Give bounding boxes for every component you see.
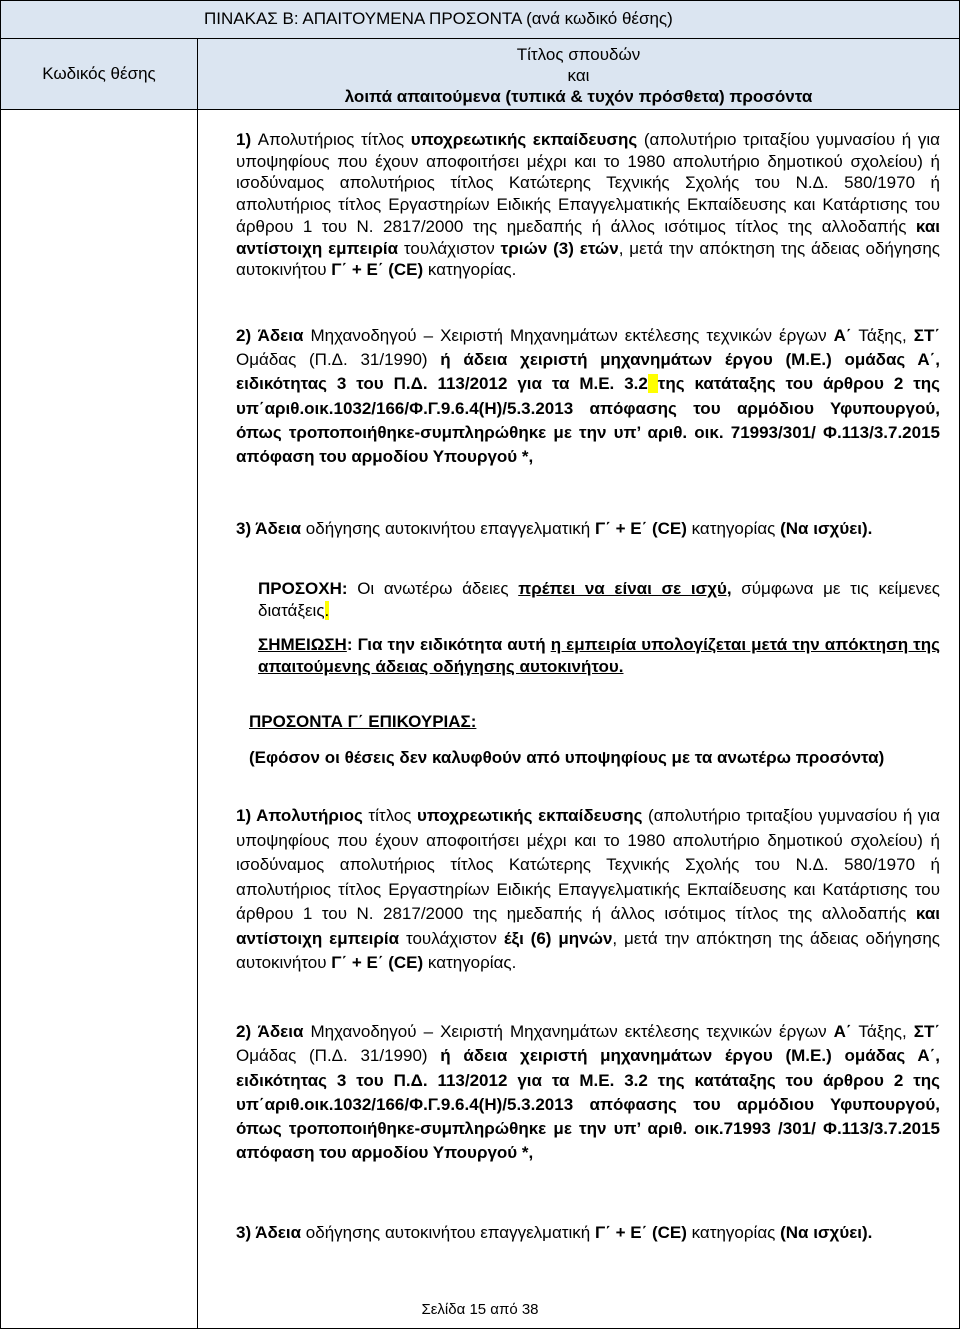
item-number: 2)	[236, 1022, 258, 1041]
attention-text: Οι ανωτέρω άδειες	[347, 579, 519, 598]
item-text-bold: Γ΄ + Ε΄ (CE)	[331, 953, 424, 972]
item-text-bold: (Να ισχύει).	[780, 1223, 873, 1242]
aux-item-3	[236, 1220, 940, 1245]
item-text: Απολυτήριος τίτλος	[257, 130, 411, 149]
item-text-bold: και αντίστοιχη εμπειρία	[236, 216, 940, 258]
item-text: τουλάχιστον	[399, 928, 504, 948]
item-text: τίτλος	[362, 806, 418, 825]
item-text-bold: ή άδεια χειριστή μηχανημάτων έργου (Μ.Ε.) ομάδας Α΄, ειδικότητας 3 του Π.Δ. 113/2012 για τα Μ.Ε. 3.2	[236, 350, 940, 394]
item-text: Ομάδας (Π.Δ. 31/1990)	[236, 1046, 441, 1066]
item-text: Τάξης,	[851, 1022, 914, 1041]
item-text-bold: της κατάταξης του άρθρου 2 της υπ΄αριθ.οικ.1032/166/Φ.Γ.9.6.4(Η)/5.3.2013 απόφασης του αρμόδιου Υφυπουργού, όπως τροποποιήθηκε-συμπληρώθηκε με την υπ’ αριθ. οικ. 71993/301/ Φ.113/3.7.2015 απόφαση του αρμοδίου Υπουργού *,	[236, 374, 941, 467]
item-text-bold: ΣΤ΄	[913, 1022, 940, 1041]
item-text-bold: τριών (3) ετών	[500, 238, 619, 258]
note-paragraph	[258, 634, 940, 677]
page-number-footer: Σελίδα 15 από 38	[421, 1301, 539, 1318]
item-text: οδήγησης αυτοκινήτου επαγγελματική	[301, 1223, 595, 1242]
column-header-line-3: λοιπά απαιτούμενα (τυπικά & τυχόν πρόσθετα) προσόντα	[344, 86, 813, 106]
item-text-bold: υποχρεωτικής εκπαίδευσης	[410, 130, 638, 149]
item-text: , μετά την απόκτηση της άδειας οδήγησης αυτοκινήτου	[236, 238, 940, 280]
aux-item-2	[236, 1020, 940, 1166]
item-text: τουλάχιστον	[398, 238, 501, 258]
item-text: , μετά την απόκτηση της άδειας οδήγησης αυτοκινήτου	[236, 928, 940, 972]
table-title: ΠΙΝΑΚΑΣ Β: ΑΠΑΙΤΟΥΜΕΝΑ ΠΡΟΣΟΝΤΑ (ανά κωδικό θέσης)	[1, 1, 960, 39]
highlight-mark: .	[324, 600, 330, 620]
item-text: κατηγορίας.	[423, 260, 517, 280]
aux-heading: ΠΡΟΣΟΝΤΑ Γ΄ ΕΠΙΚΟΥΡΙΑΣ:	[249, 712, 477, 731]
item-text-bold: υποχρεωτικής εκπαίδευσης	[417, 806, 643, 825]
item-number: 3)	[236, 1223, 256, 1242]
position-code-cell	[1, 110, 198, 1329]
item-text-bold: Γ΄ + Ε΄ (CE)	[594, 1223, 687, 1242]
highlight-mark	[648, 374, 658, 393]
item-text-bold: έξι (6) μηνών	[503, 928, 613, 948]
item-text-bold: Α΄	[833, 1022, 852, 1041]
item-text-bold: Α΄	[833, 326, 852, 345]
attention-emphasis: πρέπει να είναι σε ισχύ,	[518, 579, 732, 598]
item-text: οδήγησης αυτοκινήτου επαγγελματική	[301, 519, 595, 538]
item-text-bold: Άδεια	[255, 1223, 302, 1242]
item-text: Ομάδας (Π.Δ. 31/1990)	[236, 350, 441, 370]
item-text: Τάξης,	[851, 326, 914, 345]
item-text: (απολυτήριο τριταξίου γυμνασίου ή για υποψηφίους που έχουν αποφοιτήσει μέχρι και το 1980 απολυτήριο δημοτικού σχολείου) ή ισοδύναμος απολυτήριος τίτλος Κατώτερης Τεχνικής Σχολής του Ν.Δ. 580/1970 ή απολυτήριος τίτλος Εργαστηρίων Ειδικής Επαγγελματικής Εκπαίδευσης και Κατάρτισης του άρθρου 1 του Ν. 2817/2000 της ημεδαπής ή άλλος ισότιμος τίτλος της αλλοδαπής	[236, 806, 940, 923]
column-header-code: Κωδικός θέσης	[1, 39, 198, 110]
column-header-line-1: Τίτλος σπουδών	[516, 44, 641, 64]
item-text: κατηγορίας	[686, 519, 781, 538]
item-text: κατηγορίας.	[423, 953, 517, 972]
attention-paragraph	[258, 578, 940, 621]
main-item-3	[236, 516, 940, 541]
item-text: Μηχανοδηγού – Χειριστή Μηχανημάτων εκτέλεσης τεχνικών έργων	[303, 1022, 834, 1041]
item-number: 3)	[236, 519, 256, 538]
attention-label: ΠΡΟΣΟΧΗ:	[258, 579, 348, 598]
item-text-bold: Άδεια	[257, 1022, 304, 1041]
main-item-1	[236, 129, 940, 281]
item-text-bold: και αντίστοιχη εμπειρία	[236, 904, 940, 948]
item-text-bold: (Να ισχύει).	[780, 519, 873, 538]
item-text-bold: Άδεια	[255, 519, 302, 538]
item-number: 2)	[236, 326, 258, 345]
main-item-2	[236, 324, 940, 469]
item-text: Μηχανοδηγού – Χειριστή Μηχανημάτων εκτέλεσης τεχνικών έργων	[303, 326, 834, 345]
item-text-bold: Απολυτήριος	[256, 806, 363, 825]
item-number: 1)	[236, 806, 257, 825]
attention-text: σύμφωνα με τις κείμενες διατάξεις	[258, 579, 940, 620]
item-text-bold: ΣΤ΄	[913, 326, 940, 345]
column-header-line-2: και	[567, 65, 590, 85]
item-text: κατηγορίας	[686, 1223, 781, 1242]
note-text: : Για την ειδικότητα αυτή	[346, 635, 551, 654]
aux-subheading: (Εφόσον οι θέσεις δεν καλυφθούν από υποψηφίους με τα ανωτέρω προσόντα)	[249, 748, 885, 767]
item-text-bold: Γ΄ + Ε΄ (CE)	[594, 519, 687, 538]
item-text-bold: ή άδεια χειριστή μηχανημάτων έργου (Μ.Ε.) ομάδας Α΄, ειδικότητας 3 του Π.Δ. 113/2012 για τα Μ.Ε. 3.2 της κατάταξης του άρθρου 2 της υπ΄αριθ.οικ.1032/166/Φ.Γ.9.6.4(Η)/5.3.2013 απόφασης του αρμόδιου Υφυπουργού, όπως τροποποιήθηκε-συμπληρώθηκε με την υπ’ αριθ. οικ.71993 /301/ Φ.113/3.7.2015 απόφαση του αρμοδίου Υπουργού *,	[236, 1046, 940, 1163]
item-text-bold: Άδεια	[257, 326, 304, 345]
item-number: 1)	[236, 130, 258, 149]
note-label: ΣΗΜΕΙΩΣΗ	[258, 635, 347, 654]
item-text-bold: Γ΄ + Ε΄ (CE)	[331, 260, 424, 280]
aux-item-1	[236, 804, 940, 976]
item-text: (απολυτήριο τριταξίου γυμνασίου ή για υποψηφίους που έχουν αποφοιτήσει μέχρι και το 1980 απολυτήριο δημοτικού σχολείου) ή ισοδύναμος απολυτήριος τίτλος Κατώτερης Τεχνικής Σχολής του Ν.Δ. 580/1970 ή απολυτήριος τίτλος Εργαστηρίων Ειδικής Επαγγελματικής Εκπαίδευσης και Κατάρτισης του άρθρου 1 του Ν. 2817/2000 της ημεδαπής ή άλλος ισότιμος τίτλος της αλλοδαπής	[236, 130, 940, 236]
column-header-qualifications	[198, 39, 960, 110]
note-emphasis: η εμπειρία υπολογίζεται μετά την απόκτηση της απαιτούμενης άδειας οδήγησης αυτοκινήτου.	[258, 635, 940, 676]
